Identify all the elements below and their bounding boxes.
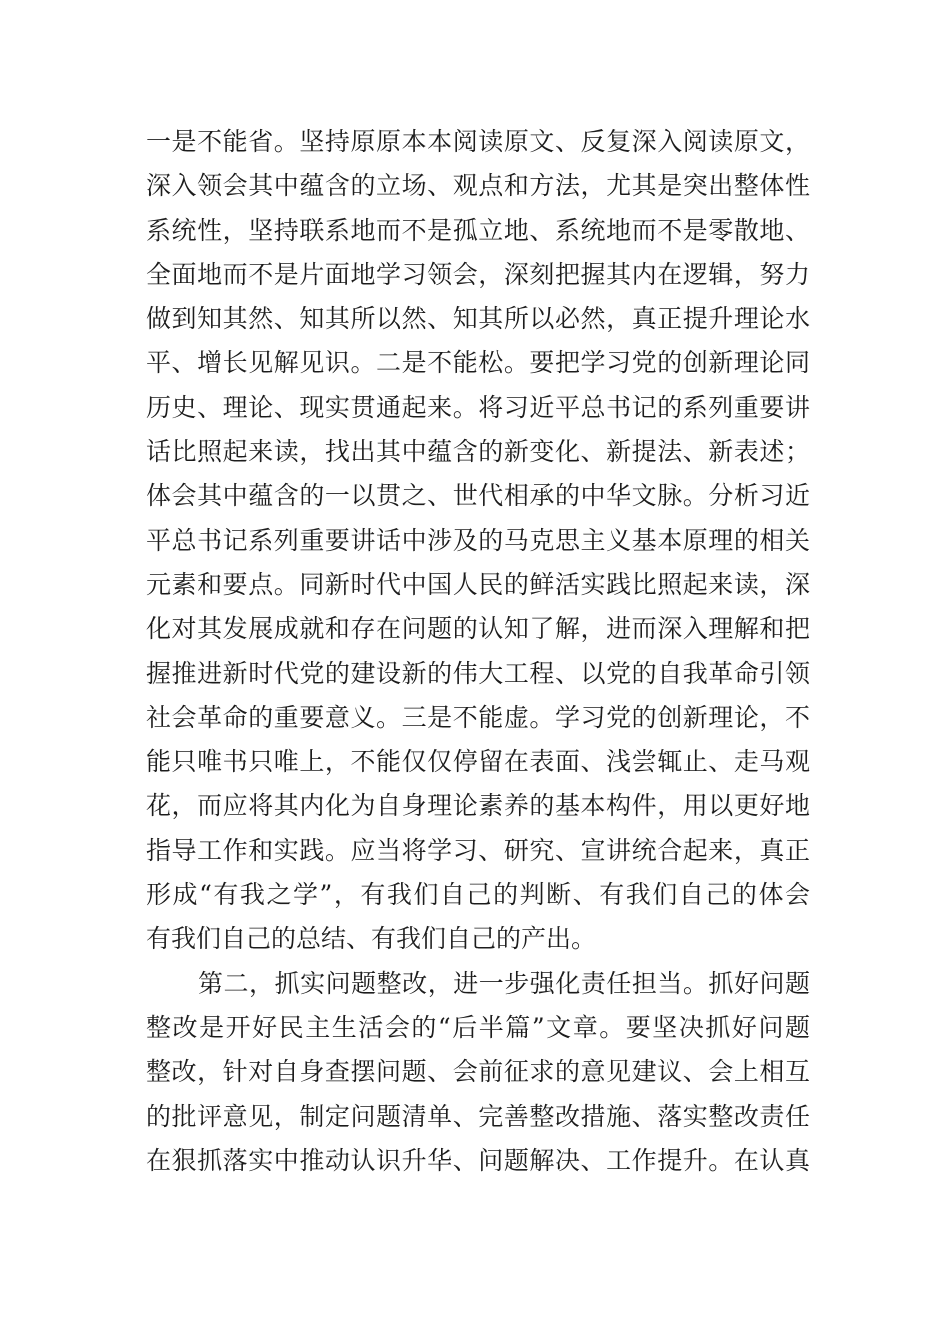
paragraph-2-first-line: 第二，抓实问题整改，进一步强化责任担当。抓好问题 bbox=[198, 968, 810, 998]
paragraph-1-line: 做到知其然、知其所以然、知其所以必然，真正提升理论水 bbox=[146, 304, 810, 334]
paragraph-1-line: 体会其中蕴含的一以贯之、世代相承的中华文脉。分析习近 bbox=[146, 481, 810, 511]
paragraph-1-line: 全面地而不是片面地学习领会，深刻把握其内在逻辑，努力 bbox=[146, 259, 810, 289]
paragraph-1-line: 指导工作和实践。应当将学习、研究、宣讲统合起来，真正 bbox=[146, 835, 810, 865]
paragraph-1-line: 话比照起来读，找出其中蕴含的新变化、新提法、新表述； bbox=[146, 437, 810, 467]
paragraph-1-line: 能只唯书只唯上，不能仅仅停留在表面、浅尝辄止、走马观 bbox=[146, 747, 810, 777]
paragraph-1-line: 一是不能省。坚持原原本本阅读原文、反复深入阅读原文， bbox=[146, 127, 810, 156]
paragraph-1-line: 形成“有我之学”，有我们自己的判断、有我们自己的体会 bbox=[146, 880, 810, 910]
paragraph-1-line: 握推进新时代党的建设新的伟大工程、以党的自我革命引领 bbox=[146, 658, 810, 688]
paragraph-2-line: 在狠抓落实中推动认识升华、问题解决、工作提升。在认真 bbox=[146, 1145, 810, 1175]
paragraph-1-last-line: 有我们自己的总结、有我们自己的产出。 bbox=[146, 924, 597, 954]
paragraph-1-line: 花，而应将其内化为自身理论素养的基本构件，用以更好地 bbox=[146, 791, 810, 821]
paragraph-1-line: 化对其发展成就和存在问题的认知了解，进而深入理解和把 bbox=[146, 614, 810, 644]
paragraph-2-line: 的批评意见，制定问题清单、完善整改措施、落实整改责任 bbox=[146, 1101, 810, 1131]
paragraph-1-line: 平、增长见解见识。二是不能松。要把学习党的创新理论同 bbox=[146, 348, 810, 378]
paragraph-1-line: 历史、理论、现实贯通起来。将习近平总书记的系列重要讲 bbox=[146, 392, 810, 422]
paragraph-2-line: 整改，针对自身查摆问题、会前征求的意见建议、会上相互 bbox=[146, 1057, 810, 1087]
body-text bbox=[146, 120, 810, 1183]
paragraph-2-line: 整改是开好民主生活会的“后半篇”文章。要坚决抓好问题 bbox=[146, 1012, 810, 1042]
paragraph-1-line: 社会革命的重要意义。三是不能虚。学习党的创新理论，不 bbox=[146, 702, 810, 732]
paragraph-1-line: 系统性，坚持联系地而不是孤立地、系统地而不是零散地、 bbox=[146, 215, 810, 245]
paragraph-1-line: 深入领会其中蕴含的立场、观点和方法，尤其是突出整体性 bbox=[146, 171, 810, 201]
paragraph-1-line: 元素和要点。同新时代中国人民的鲜活实践比照起来读，深 bbox=[146, 569, 810, 599]
paragraph-1-line: 平总书记系列重要讲话中涉及的马克思主义基本原理的相关 bbox=[146, 525, 810, 555]
